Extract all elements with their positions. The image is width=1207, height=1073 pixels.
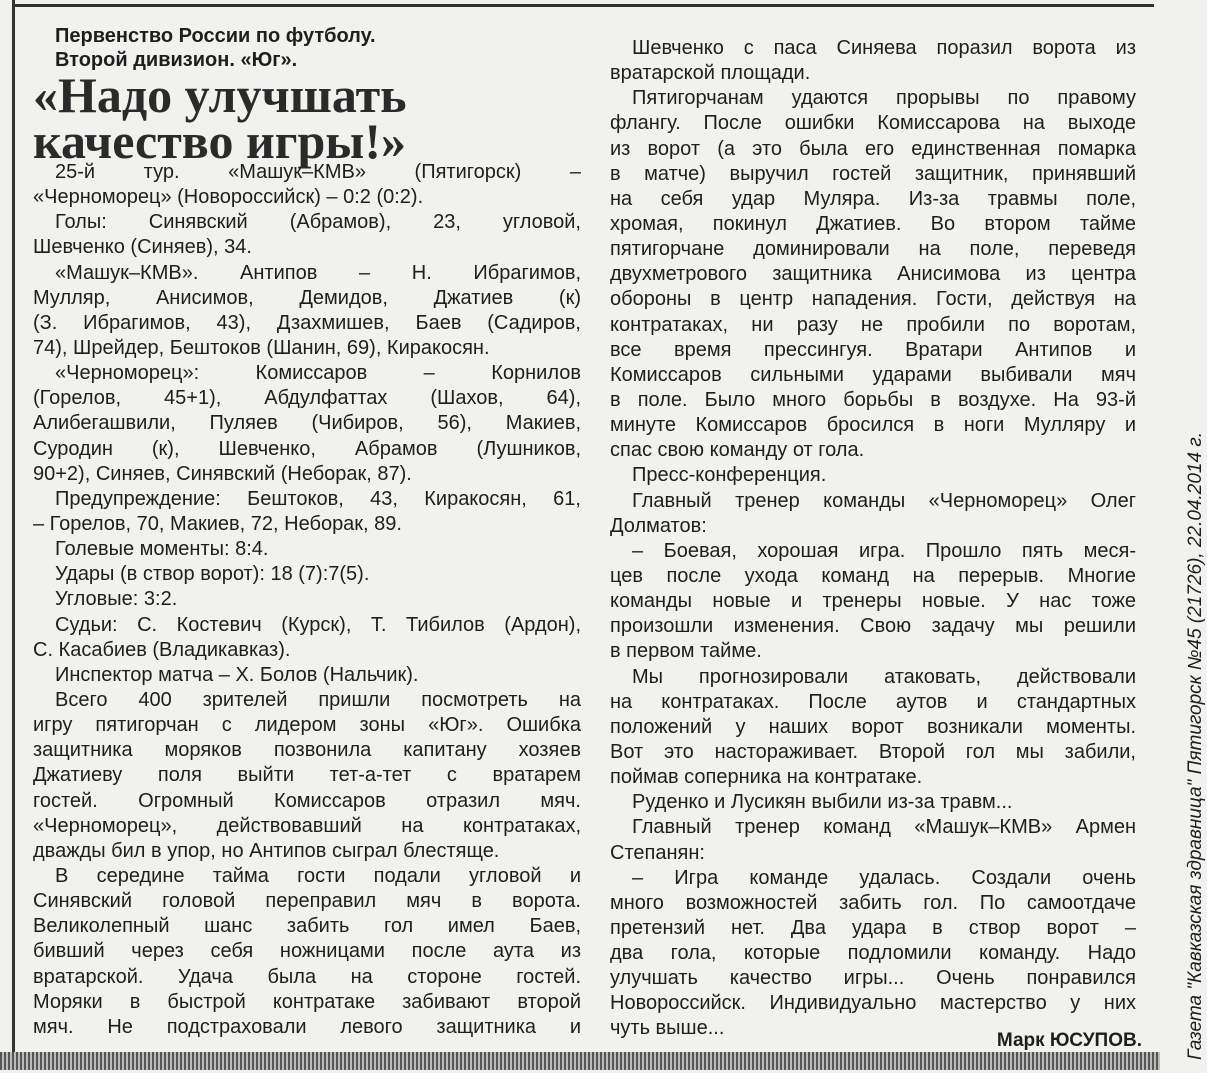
text-line: из ворот (а это была его единственная помарка <box>610 137 1136 160</box>
text-line: поймав соперника на контратаке. <box>610 766 923 789</box>
paragraph <box>33 587 581 612</box>
text-line: минуте Комиссаров бросился в ноги Мулляру и <box>610 414 1136 437</box>
text-line: Шевченко с паса Синяева поразил ворота из <box>632 37 1136 59</box>
author-signature: Марк ЮСУПОВ. <box>996 1030 1142 1051</box>
paragraph <box>610 489 1136 539</box>
text-line: на себя удар Муляра. Из-за травмы поле, <box>610 187 1136 210</box>
left-column <box>33 160 581 1040</box>
text-line: 74), Шрейдер, Бештоков (Шанин, 69), Киракосян. <box>33 336 490 359</box>
text-line: Мулляр, Анисимов, Демидов, Джатиев (к) <box>33 286 581 309</box>
text-line: Алибегашвили, Пуляев (Чибиров, 56), Макиев, <box>33 412 581 435</box>
text-line: Главный тренер команды «Черноморец» Олег <box>632 489 1136 512</box>
paragraph <box>33 261 581 362</box>
text-line: дважды бил в упор, но Антипов сыграл блестяще. <box>33 839 500 862</box>
text-line: Главный тренер команд «Машук–КМВ» Армен <box>632 816 1136 839</box>
text-line: – Игра команде удалась. Создали очень <box>632 866 1136 889</box>
text-line: произошли изменения. Свою задачу мы решили <box>610 615 1136 638</box>
text-line: вратарской площади. <box>610 62 811 85</box>
top-rule <box>14 4 1154 7</box>
text-line: цев после ухода команд на перерыв. Многие <box>610 564 1136 587</box>
paragraph <box>610 463 1136 488</box>
text-line: двухметрового защитника Анисимова из центра <box>610 263 1136 286</box>
paragraph <box>33 210 581 260</box>
text-line: мяч. Не подстраховали левого защитника и <box>33 1015 581 1038</box>
text-line: хромая, покинул Джатиев. Во втором тайме <box>610 212 1136 235</box>
source-note: Газета "Кавказская здравница" Пятигорск №45 (21726), 22.04.2014 г. <box>1185 432 1206 1060</box>
text-line: 90+2), Синяев, Синявский (Неборак, 87). <box>33 462 412 485</box>
text-line: Удары (в створ ворот): 18 (7):7(5). <box>55 563 370 586</box>
text-line: – Горелов, 70, Макиев, 72, Неборак, 89. <box>33 512 402 535</box>
text-line: бивший через себя ножницами после аута из <box>33 940 581 963</box>
paragraph <box>610 86 1136 463</box>
text-line: Джатиеву поля выйти тет-а-тет с вратарем <box>33 764 581 787</box>
text-line: «Черноморец», действовавший на контратаках, <box>33 814 581 837</box>
text-line: Угловые: 3:2. <box>55 588 178 611</box>
kicker-line: Первенство России по футболу. <box>55 25 376 47</box>
text-line: Пятигорчанам удаются прорывы по правому <box>632 87 1136 110</box>
left-rule <box>12 0 15 1052</box>
text-line: «Машук–КМВ». Антипов – Н. Ибрагимов, <box>55 261 581 284</box>
text-line: два гола, которые подломили команду. Надо <box>610 942 1136 965</box>
paragraph <box>33 688 581 864</box>
text-line: на контратаках. После аутов и стандартных <box>610 690 1136 713</box>
text-line: (З. Ибрагимов, 43), Дзахмишев, Баев (Садиров, <box>33 311 581 334</box>
text-line: Долматов: <box>610 514 707 537</box>
text-line: Голы: Синявский (Абрамов), 23, угловой, <box>55 211 581 234</box>
text-line: в поле. Было много борьбы в воздухе. На 93-й <box>610 388 1136 411</box>
text-line: улучшать качество игры... Очень понравился <box>610 967 1136 990</box>
text-line: 25-й тур. «Машук–КМВ» (Пятигорск) – <box>55 161 581 183</box>
bottom-hatched-rule <box>0 1052 1160 1070</box>
paragraph <box>610 36 1136 86</box>
text-line: претензий нет. Два удара в створ ворот – <box>610 916 1136 939</box>
text-line: чуть выше... <box>610 1017 725 1040</box>
text-line: – Боевая, хорошая игра. Прошло пять меся- <box>632 539 1136 562</box>
text-line: Предупреждение: Бештоков, 43, Киракосян, 61, <box>55 487 581 510</box>
text-line: Шевченко (Синяев), 34. <box>33 236 252 259</box>
paragraph <box>33 160 581 210</box>
title-line: качество игры!» <box>33 113 406 169</box>
text-line: спас свою команду от гола. <box>610 439 865 462</box>
paragraph <box>33 562 581 587</box>
text-line: Моряки в быстрой контратаке забивают второй <box>33 990 581 1013</box>
text-line: много возможностей забить гол. По самоотдаче <box>610 891 1136 914</box>
paragraph <box>610 866 1136 1042</box>
paragraph <box>33 613 581 663</box>
text-line: Всего 400 зрителей пришли посмотреть на <box>55 688 581 711</box>
text-line: флангу. После ошибки Комиссарова на выходе <box>610 112 1136 135</box>
text-line: Комиссаров сильными ударами выбивали мяч <box>610 363 1136 386</box>
text-line: в матче) выручил гостей защитник, принявший <box>610 162 1136 185</box>
kicker-line: Второй дивизион. «Юг». <box>55 49 298 71</box>
paragraph <box>33 487 581 537</box>
paragraph <box>33 864 581 1040</box>
paragraph <box>33 361 581 487</box>
text-line: Синявский головой переправил мяч в ворота. <box>33 890 581 913</box>
text-line: Новороссийск. Индивидуально мастерство у них <box>610 992 1136 1015</box>
text-line: Суродин (к), Шевченко, Абрамов (Лушников, <box>33 437 581 460</box>
text-line: Степанян: <box>610 841 705 864</box>
paragraph <box>33 537 581 562</box>
text-line: Великолепный шанс забить гол имел Баев, <box>33 915 581 938</box>
paragraph <box>610 815 1136 865</box>
text-line: защитника моряков позвонила капитану хозяев <box>33 739 581 762</box>
text-line: в первом тайме. <box>610 640 762 663</box>
text-line: игру пятигорчан с лидером зоны «Юг». Ошибка <box>33 714 581 737</box>
text-line: Мы прогнозировали атаковать, действовали <box>632 665 1136 688</box>
text-line: гостей. Огромный Комиссаров отразил мяч. <box>33 789 581 812</box>
text-line: В середине тайма гости подали угловой и <box>55 864 581 887</box>
text-line: положений у наших ворот возникали моменты. <box>610 715 1136 738</box>
article-kicker <box>55 24 376 72</box>
text-line: контратаках, ни разу не пробили по воротам, <box>610 313 1136 336</box>
paragraph <box>610 539 1136 665</box>
paragraph <box>610 665 1136 791</box>
right-column <box>610 36 1136 1042</box>
text-line: «Черноморец» (Новороссийск) – 0:2 (0:2). <box>33 186 424 209</box>
text-line: обороны в центр нападения. Гости, действуя на <box>610 288 1136 311</box>
text-line: все время прессингуя. Вратари Антипов и <box>610 338 1136 361</box>
paragraph <box>33 663 581 688</box>
article-title <box>33 67 407 169</box>
text-line: Пресс-конференция. <box>632 464 827 487</box>
text-line: (Горелов, 45+1), Абдулфаттах (Шахов, 64), <box>33 387 581 410</box>
text-line: вратарской. Удача была на стороне гостей. <box>33 965 581 988</box>
text-line: Вот это настораживает. Второй гол мы забили, <box>610 740 1136 763</box>
text-line: «Черноморец»: Комиссаров – Корнилов <box>55 362 581 385</box>
paragraph <box>610 790 1136 815</box>
text-line: С. Касабиев (Владикавказ). <box>33 638 291 661</box>
text-line: Судьи: С. Костевич (Курск), Т. Тибилов (Ардон), <box>55 613 581 636</box>
text-line: команды новые и тренеры новые. У нас тоже <box>610 590 1136 613</box>
text-line: Голевые моменты: 8:4. <box>55 538 269 561</box>
text-line: Руденко и Лусикян выбили из-за травм... <box>632 791 1013 814</box>
text-line: Инспектор матча – Х. Болов (Нальчик). <box>55 663 419 686</box>
text-line: пятигорчане доминировали на поле, переведя <box>610 238 1136 261</box>
title-line: «Надо улучшать <box>33 67 407 123</box>
